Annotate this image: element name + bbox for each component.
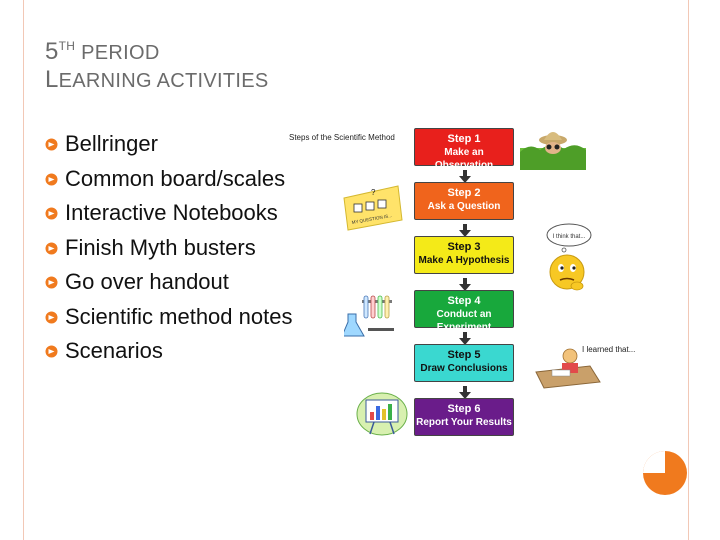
corner-circle-decoration <box>640 448 690 498</box>
list-item <box>45 162 292 197</box>
bullet-text: Scenarios <box>65 338 163 363</box>
step-box-observation <box>414 128 514 171</box>
bullet-icon <box>45 276 58 289</box>
step-number: Step 1 <box>447 133 481 145</box>
list-item <box>45 334 292 369</box>
step-box-experiment <box>414 290 514 333</box>
step-label: Make an Observation <box>434 147 494 171</box>
learned-text: I learned that... <box>582 345 636 354</box>
title-line-2 <box>45 66 269 94</box>
title-ordinal-suffix: TH <box>58 39 76 53</box>
step-label: Make A Hypothesis <box>418 255 510 266</box>
step-label: Conduct an Experiment <box>436 309 492 333</box>
question-note-icon <box>338 184 404 232</box>
step-box-question <box>414 182 514 220</box>
bullet-text: Scientific method notes <box>65 303 293 329</box>
step-label: Draw Conclusions <box>420 363 508 374</box>
list-item <box>45 127 292 162</box>
bullet-icon <box>45 173 58 186</box>
method-caption: Steps of the Scientific Method <box>289 133 395 142</box>
lab-equipment-icon <box>344 292 396 340</box>
student-writing-icon <box>532 336 644 390</box>
step-number: Step 3 <box>447 241 481 253</box>
step-number: Step 6 <box>447 403 481 415</box>
step-box-conclusions <box>414 344 514 382</box>
step-label: Report Your Results <box>416 417 512 428</box>
title-period-word: PERIOD <box>75 42 160 64</box>
bullet-text: Interactive Notebooks <box>65 200 278 225</box>
step-number: Step 4 <box>447 295 481 307</box>
step-number: Step 2 <box>447 187 481 199</box>
thinking-face-icon <box>544 222 594 298</box>
bullet-text: Go over handout <box>65 269 229 294</box>
explorer-observation-icon <box>520 122 586 170</box>
bullet-text: Finish Myth busters <box>65 234 256 260</box>
title-line-1 <box>45 38 269 66</box>
sticky-note-text: MY QUESTION IS... <box>351 212 393 225</box>
slide-title <box>45 38 269 93</box>
presentation-board-icon <box>356 392 408 438</box>
bullet-text: Bellringer <box>65 131 158 156</box>
bullet-icon <box>45 242 58 255</box>
bullet-icon <box>45 345 58 358</box>
list-item <box>45 300 292 335</box>
activity-list <box>45 127 292 369</box>
bullet-icon <box>45 138 58 151</box>
list-item <box>45 196 292 231</box>
step-box-report <box>414 398 514 436</box>
list-item <box>45 231 292 266</box>
bullet-icon <box>45 207 58 220</box>
list-item <box>45 265 292 300</box>
step-number: Step 5 <box>447 349 481 361</box>
step-box-hypothesis <box>414 236 514 274</box>
thought-bubble-text: I think that... <box>552 234 586 240</box>
title-initial-letter: L <box>45 65 59 93</box>
step-label: Ask a Question <box>427 201 501 212</box>
title-period-number: 5 <box>45 38 59 65</box>
title-activities-word: EARNING ACTIVITIES <box>58 69 269 92</box>
svg-text:?: ? <box>371 188 376 197</box>
bullet-text: Common board/scales <box>65 165 286 191</box>
bullet-icon <box>45 311 58 324</box>
